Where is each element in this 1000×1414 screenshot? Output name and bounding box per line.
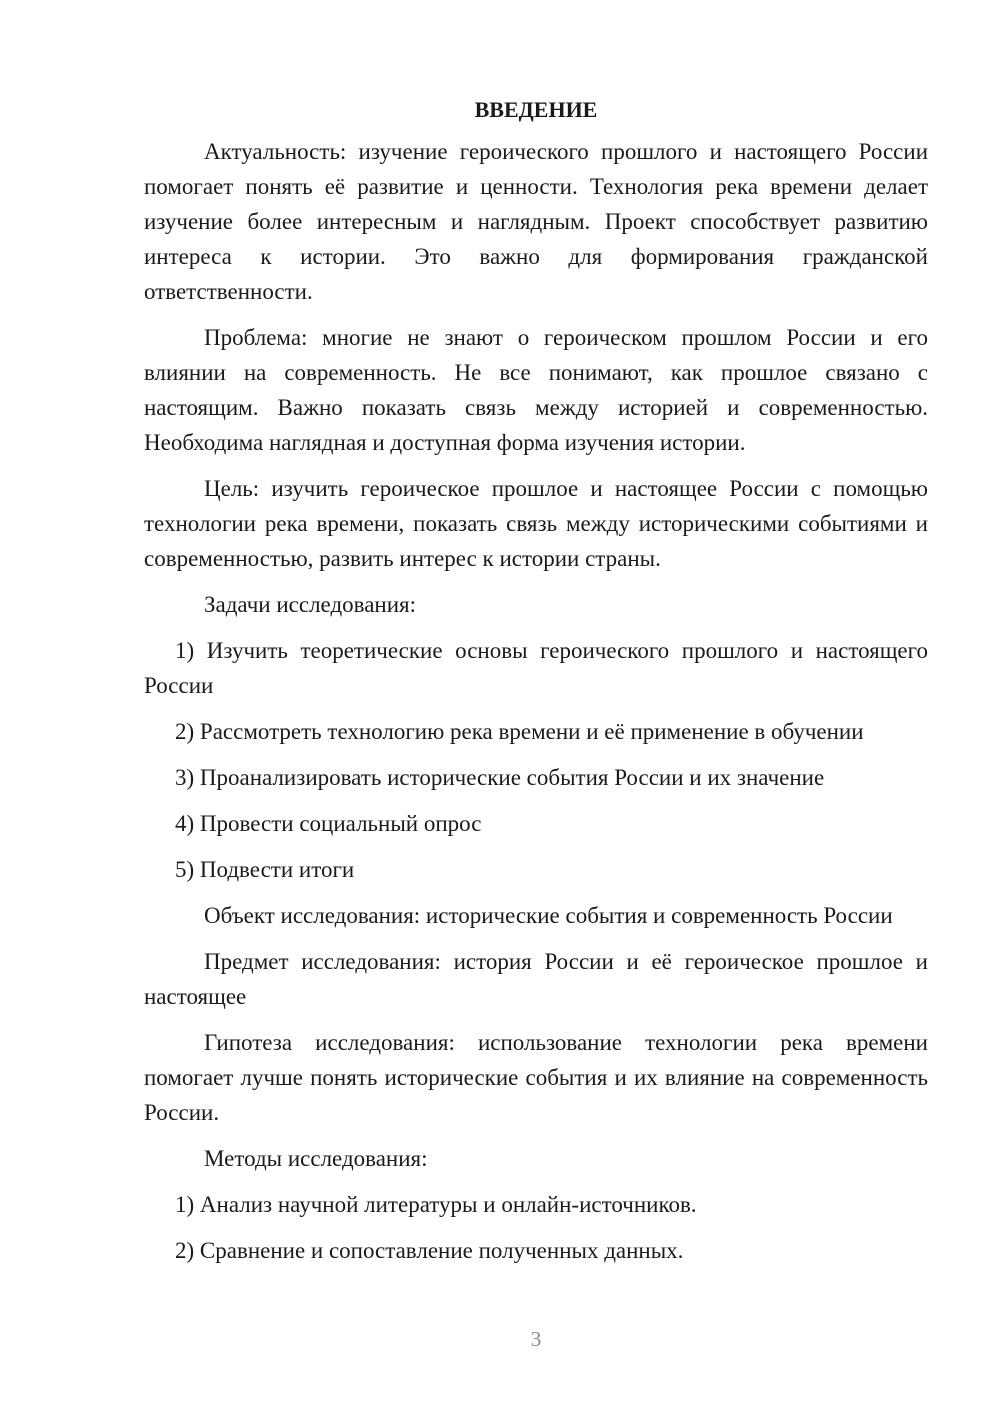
task-item: 4) Провести социальный опрос <box>175 811 482 836</box>
hypothesis-paragraph: Гипотеза исследования: использование технологии река времени помогает лучше понять исторические события и их влияние на современность России. <box>144 1030 928 1125</box>
tasks-heading: Задачи исследования: <box>204 592 417 617</box>
section-title: ВВЕДЕНИЕ <box>474 97 598 122</box>
task-item: 5) Подвести итоги <box>175 857 355 882</box>
task-item: 1) Изучить теоретические основы героического прошлого и настоящего России <box>144 638 928 698</box>
method-item: 1) Анализ научной литературы и онлайн-источников. <box>175 1192 697 1217</box>
subject-paragraph: Предмет исследования: история России и её героическое прошлое и настоящее <box>144 949 928 1009</box>
actuality-paragraph: Актуальность: изучение героического прошлого и настоящего России помогает понять её развитие и ценности. Технология река времени делает изучение более интересным и наглядным. Проект способствует развитию интереса к истории. Это важно для формирования гражданской ответственности. <box>144 139 928 304</box>
task-item: 3) Проанализировать исторические события России и их значение <box>175 765 825 790</box>
goal-paragraph: Цель: изучить героическое прошлое и настоящее России с помощью технологии река времени, показать связь между историческими событиями и современностью, развить интерес к истории страны. <box>144 476 928 571</box>
method-item: 2) Сравнение и сопоставление полученных данных. <box>175 1238 684 1263</box>
page-number: 3 <box>530 1327 542 1351</box>
methods-heading: Методы исследования: <box>204 1146 428 1171</box>
task-item: 2) Рассмотреть технологию река времени и её применение в обучении <box>175 719 864 744</box>
problem-paragraph: Проблема: многие не знают о героическом прошлом России и его влиянии на современность. Не все понимают, как прошлое связано с настоящим. Важно показать связь между историей и современностью. Необходима наглядная и доступная форма изучения истории. <box>144 325 928 455</box>
object-paragraph: Объект исследования: исторические события и современность России <box>204 903 893 928</box>
document-page <box>144 92 928 1279</box>
